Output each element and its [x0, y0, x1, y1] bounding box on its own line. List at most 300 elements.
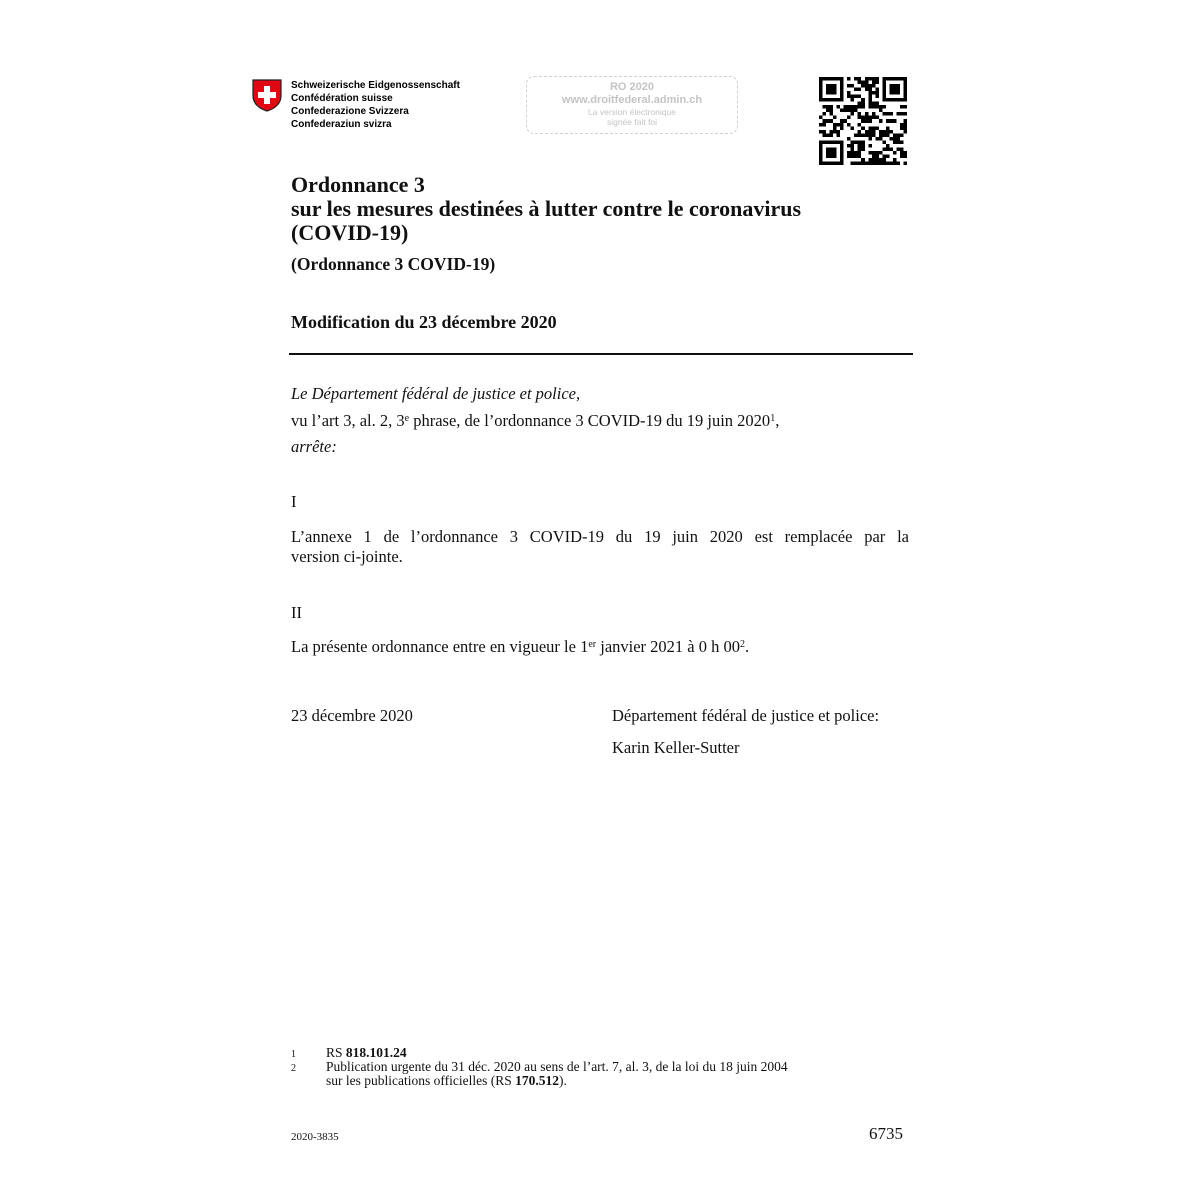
qr-module [865, 161, 869, 165]
qr-module [840, 98, 844, 102]
qr-module [823, 98, 827, 102]
qr-module [840, 119, 844, 123]
section-i-text [291, 527, 909, 567]
qr-module [886, 130, 890, 134]
qr-module [886, 119, 890, 123]
qr-module [872, 126, 876, 130]
qr-module [851, 105, 855, 109]
qr-module [861, 116, 865, 120]
basis-superscript: e [404, 413, 410, 424]
qr-module [851, 140, 855, 144]
qr-module [833, 91, 837, 95]
qr-module [875, 126, 879, 130]
qr-module [840, 151, 844, 155]
qr-module [865, 84, 869, 88]
qr-module [833, 126, 837, 130]
qr-module [893, 91, 897, 95]
qr-module [861, 98, 865, 102]
basis-end: , [775, 411, 780, 430]
qr-module [861, 140, 865, 144]
qr-module [830, 154, 834, 158]
entry-into-force-time: janvier 2021 à 0 h 00 [596, 637, 740, 656]
qr-module [886, 147, 890, 151]
qr-module [893, 158, 897, 162]
qr-module [872, 133, 876, 137]
qr-module [847, 84, 851, 88]
qr-module [893, 119, 897, 123]
qr-module [882, 95, 886, 99]
confederation-name-rm: Confederaziun svizra [291, 119, 392, 130]
qr-module [872, 102, 876, 106]
qr-module [882, 84, 886, 88]
qr-module [889, 84, 893, 88]
footnote-2 [291, 1059, 788, 1088]
qr-module [826, 140, 830, 144]
qr-module [868, 133, 872, 137]
qr-module [854, 105, 858, 109]
qr-module [819, 161, 823, 165]
qr-module [861, 147, 865, 151]
qr-module [886, 161, 890, 165]
qr-module [823, 77, 827, 81]
qr-module [854, 151, 858, 155]
qr-module [840, 81, 844, 85]
qr-module [837, 77, 841, 81]
qr-module [844, 105, 848, 109]
qr-module [882, 91, 886, 95]
qr-module [896, 112, 900, 116]
qr-module [882, 105, 886, 109]
qr-module [868, 95, 872, 99]
qr-module [872, 154, 876, 158]
qr-module [837, 161, 841, 165]
qr-module [889, 130, 893, 134]
qr-module [889, 88, 893, 92]
qr-module [819, 130, 823, 134]
qr-module [830, 109, 834, 113]
footnote-1-rs-number[interactable]: 818.101.24 [345, 1045, 407, 1060]
qr-module [872, 77, 876, 81]
qr-module [875, 154, 879, 158]
stamp-ro: RO 2020 [609, 81, 655, 93]
qr-module [840, 84, 844, 88]
qr-module [826, 151, 830, 155]
qr-module [868, 98, 872, 102]
qr-module [858, 144, 862, 148]
qr-module [858, 95, 862, 99]
qr-module [886, 112, 890, 116]
short-title: (Ordonnance 3 COVID-19) [291, 254, 496, 274]
qr-module [851, 109, 855, 113]
stamp-note-1: La version électronique [588, 107, 676, 117]
qr-module [868, 158, 872, 162]
qr-module [840, 161, 844, 165]
qr-module [826, 98, 830, 102]
qr-module [865, 112, 869, 116]
qr-module [819, 116, 823, 120]
preamble-authority: Le Département fédéral de justice et police, [291, 384, 581, 403]
qr-module [819, 123, 823, 127]
qr-module [900, 140, 904, 144]
qr-module [872, 112, 876, 116]
document-title [291, 173, 801, 245]
title-line-1: Ordonnance 3 [291, 172, 425, 197]
qr-module [851, 151, 855, 155]
qr-module [833, 154, 837, 158]
footnote-2-prefix: sur les publications officielles (RS [326, 1073, 516, 1088]
qr-module [882, 133, 886, 137]
qr-module [854, 133, 858, 137]
qr-module [854, 88, 858, 92]
qr-module [823, 140, 827, 144]
section-i-line-2: version ci-jointe. [291, 547, 403, 566]
qr-module [896, 147, 900, 151]
qr-module [903, 95, 907, 99]
qr-module [830, 88, 834, 92]
section-number-ii: II [291, 603, 302, 622]
qr-module [865, 133, 869, 137]
qr-module [833, 98, 837, 102]
qr-module [879, 109, 883, 113]
qr-module [872, 130, 876, 134]
modification-date: Modification du 23 décembre 2020 [291, 312, 557, 332]
qr-module [830, 112, 834, 116]
qr-module [823, 130, 827, 134]
qr-module [837, 105, 841, 109]
qr-module [858, 77, 862, 81]
qr-module [819, 151, 823, 155]
qr-module [851, 126, 855, 130]
qr-module [819, 91, 823, 95]
qr-module [861, 126, 865, 130]
qr-module [840, 144, 844, 148]
qr-module [872, 81, 876, 85]
qr-module [823, 161, 827, 165]
footnote-2-line-2 [326, 1074, 567, 1088]
qr-module [903, 112, 907, 116]
qr-module [833, 77, 837, 81]
qr-module [868, 105, 872, 109]
qr-module [882, 112, 886, 116]
qr-module [886, 77, 890, 81]
qr-module [851, 154, 855, 158]
title-line-3: (COVID-19) [291, 220, 409, 245]
qr-module [896, 133, 900, 137]
qr-module [893, 84, 897, 88]
qr-module [868, 151, 872, 155]
qr-module [858, 147, 862, 151]
qr-module [879, 137, 883, 141]
qr-module [823, 133, 827, 137]
qr-module [833, 116, 837, 120]
qr-module [858, 102, 862, 106]
qr-module [830, 119, 834, 123]
qr-module [837, 133, 841, 137]
stamp-url: www.droitfederal.admin.ch [561, 94, 703, 106]
qr-module [833, 130, 837, 134]
qr-module [893, 161, 897, 165]
qr-module [861, 105, 865, 109]
qr-module [882, 140, 886, 144]
qr-module [837, 98, 841, 102]
qr-module [819, 88, 823, 92]
qr-module [872, 105, 876, 109]
qr-module [819, 154, 823, 158]
qr-module [826, 105, 830, 109]
qr-module [819, 140, 823, 144]
qr-module [847, 154, 851, 158]
qr-module [893, 88, 897, 92]
signature-name: Karin Keller-Sutter [612, 738, 740, 757]
qr-module [858, 151, 862, 155]
qr-module [882, 88, 886, 92]
qr-module [903, 105, 907, 109]
qr-module [875, 88, 879, 92]
confederation-name-de: Schweizerische Eidgenossenschaft [291, 80, 460, 91]
qr-code-icon [819, 77, 907, 165]
section-ii-text [291, 637, 749, 657]
qr-module [861, 133, 865, 137]
entry-into-force-end: . [745, 637, 750, 656]
qr-module [830, 105, 834, 109]
footnote-1-text [326, 1046, 407, 1060]
qr-module [868, 88, 872, 92]
qr-module [889, 147, 893, 151]
qr-module [826, 77, 830, 81]
qr-module [847, 105, 851, 109]
qr-module [833, 84, 837, 88]
qr-module [844, 109, 848, 113]
qr-module [868, 126, 872, 130]
qr-module [840, 126, 844, 130]
qr-module [896, 84, 900, 88]
qr-module [819, 81, 823, 85]
qr-module [872, 151, 876, 155]
qr-module [872, 84, 876, 88]
qr-module [861, 161, 865, 165]
electronic-version-stamp [526, 76, 738, 134]
qr-module [896, 137, 900, 141]
qr-module [896, 161, 900, 165]
section-number-i: I [291, 492, 297, 511]
section-i-line-1: L’annexe 1 de l’ordonnance 3 COVID-19 du 19 juin 2020 est remplacée par la [291, 527, 909, 546]
qr-module [830, 84, 834, 88]
qr-module [886, 154, 890, 158]
qr-module [903, 154, 907, 158]
qr-module [868, 84, 872, 88]
qr-module [875, 77, 879, 81]
qr-module [854, 77, 858, 81]
qr-module [875, 116, 879, 120]
qr-module [858, 133, 862, 137]
qr-module [872, 116, 876, 120]
qr-module [819, 147, 823, 151]
qr-module [903, 130, 907, 134]
qr-module [875, 105, 879, 109]
qr-module [879, 130, 883, 134]
confederation-name-it: Confederazione Svizzera [291, 106, 409, 117]
footnote-ref-2[interactable]: 2 [740, 639, 745, 650]
basis-text-cont: phrase, de l’ordonnance 3 COVID-19 du 19 juin 2020 [409, 411, 771, 430]
signature-department: Département fédéral de justice et police: [612, 706, 880, 725]
qr-module [833, 161, 837, 165]
qr-module [847, 137, 851, 141]
qr-module [903, 126, 907, 130]
footnote-ref-1[interactable]: 1 [770, 413, 776, 424]
qr-module [900, 112, 904, 116]
qr-module [847, 151, 851, 155]
qr-module [819, 95, 823, 99]
swiss-coat-of-arms-icon [252, 79, 282, 112]
qr-module [840, 109, 844, 113]
qr-module [847, 144, 851, 148]
qr-module [833, 147, 837, 151]
qr-module [851, 112, 855, 116]
qr-module [903, 98, 907, 102]
qr-module [872, 161, 876, 165]
qr-module [861, 158, 865, 162]
qr-module [861, 81, 865, 85]
qr-module [886, 144, 890, 148]
qr-module [882, 130, 886, 134]
qr-module [893, 140, 897, 144]
qr-module [830, 91, 834, 95]
qr-module [882, 154, 886, 158]
qr-module [826, 84, 830, 88]
qr-module [861, 84, 865, 88]
qr-module [875, 161, 879, 165]
qr-module [854, 140, 858, 144]
qr-module [868, 161, 872, 165]
qr-module [858, 161, 862, 165]
qr-module [896, 77, 900, 81]
qr-module [847, 95, 851, 99]
document-code: 2020-3835 [291, 1131, 339, 1143]
qr-module [865, 81, 869, 85]
qr-module [826, 147, 830, 151]
qr-module [900, 133, 904, 137]
qr-module [868, 77, 872, 81]
qr-module [851, 84, 855, 88]
qr-module [903, 81, 907, 85]
qr-module [875, 95, 879, 99]
qr-module [903, 84, 907, 88]
signature-date: 23 décembre 2020 [291, 706, 413, 725]
qr-module [830, 133, 834, 137]
footnote-2-line-1: Publication urgente du 31 déc. 2020 au sens de l’art. 7, al. 3, de la loi du 18 juin 2004 [326, 1059, 788, 1074]
qr-module [868, 91, 872, 95]
qr-module [826, 154, 830, 158]
qr-module [900, 126, 904, 130]
qr-module [868, 130, 872, 134]
qr-module [837, 123, 841, 127]
qr-module [868, 144, 872, 148]
qr-module [875, 158, 879, 162]
qr-module [889, 137, 893, 141]
qr-module [833, 88, 837, 92]
entry-into-force-text: La présente ordonnance entre en vigueur le 1 [291, 637, 589, 656]
qr-module [865, 130, 869, 134]
qr-module [844, 119, 848, 123]
qr-module [830, 147, 834, 151]
qr-module [882, 161, 886, 165]
qr-module [830, 151, 834, 155]
qr-module [861, 144, 865, 148]
qr-module [847, 91, 851, 95]
qr-module [847, 123, 851, 127]
qr-module [889, 161, 893, 165]
ordinal-superscript: er [588, 639, 597, 650]
qr-module [830, 77, 834, 81]
footnote-2-rs-number[interactable]: 170.512 [515, 1073, 559, 1088]
qr-module [826, 91, 830, 95]
qr-module [893, 77, 897, 81]
qr-module [858, 154, 862, 158]
qr-module [903, 91, 907, 95]
qr-module [840, 158, 844, 162]
qr-module [819, 98, 823, 102]
qr-module [858, 140, 862, 144]
qr-module [840, 91, 844, 95]
qr-module [879, 151, 883, 155]
qr-module [854, 161, 858, 165]
qr-module [868, 119, 872, 123]
basis-text: vu l’art 3, al. 2, 3 [291, 411, 405, 430]
qr-module [903, 151, 907, 155]
qr-module [893, 151, 897, 155]
qr-module [823, 105, 827, 109]
qr-module [875, 137, 879, 141]
qr-module [903, 88, 907, 92]
qr-module [823, 112, 827, 116]
qr-module [826, 161, 830, 165]
qr-module [823, 119, 827, 123]
qr-module [882, 98, 886, 102]
qr-module [823, 123, 827, 127]
qr-module [865, 119, 869, 123]
qr-module [858, 112, 862, 116]
qr-module [833, 123, 837, 127]
qr-module [903, 123, 907, 127]
qr-module [858, 81, 862, 85]
qr-module [840, 147, 844, 151]
qr-module [896, 98, 900, 102]
qr-module [882, 147, 886, 151]
qr-module [886, 98, 890, 102]
qr-module [872, 158, 876, 162]
qr-module [854, 109, 858, 113]
qr-module [830, 161, 834, 165]
qr-module [858, 123, 862, 127]
footnote-2-suffix: ). [558, 1073, 567, 1088]
qr-module [889, 77, 893, 81]
preamble-basis [291, 411, 779, 431]
qr-module [865, 77, 869, 81]
qr-module [840, 77, 844, 81]
qr-module [889, 112, 893, 116]
qr-module [833, 151, 837, 155]
qr-module [879, 119, 883, 123]
qr-module [879, 105, 883, 109]
qr-module [830, 130, 834, 134]
qr-module [879, 133, 883, 137]
qr-module [896, 140, 900, 144]
qr-module [893, 98, 897, 102]
qr-module [889, 91, 893, 95]
qr-module [900, 147, 904, 151]
qr-module [875, 102, 879, 106]
qr-module [886, 133, 890, 137]
